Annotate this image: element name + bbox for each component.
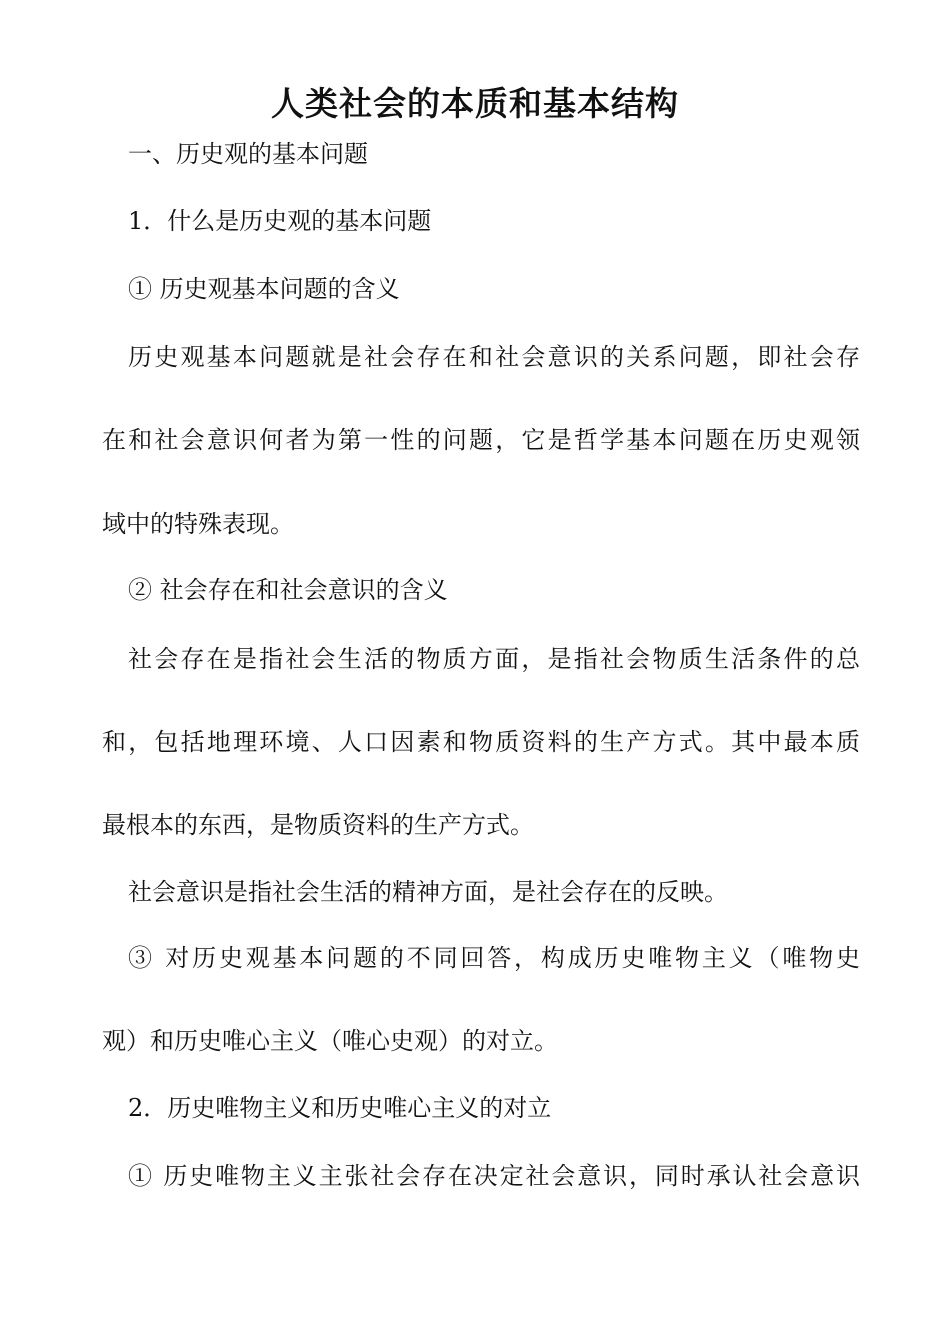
item-heading: ② 社会存在和社会意识的含义	[128, 576, 448, 604]
paragraph-line: 社会存在是指社会生活的物质方面，是指社会物质生活条件的总	[128, 645, 860, 673]
paragraph-line: ③ 对历史观基本问题的不同回答，构成历史唯物主义（唯物史	[128, 944, 860, 972]
paragraph-line: 社会意识是指社会生活的精神方面，是社会存在的反映。	[128, 878, 728, 906]
paragraph-line: 历史观基本问题就是社会存在和社会意识的关系问题，即社会存	[128, 343, 860, 371]
item-heading: ① 历史观基本问题的含义	[128, 275, 400, 303]
subsection-heading: 2．历史唯物主义和历史唯心主义的对立	[128, 1094, 552, 1122]
document-title: 人类社会的本质和基本结构	[271, 84, 679, 123]
section-heading: 一、历史观的基本问题	[128, 140, 368, 168]
paragraph-line: 观）和历史唯心主义（唯心史观）的对立。	[102, 1027, 558, 1055]
subsection-heading: 1．什么是历史观的基本问题	[128, 207, 432, 235]
paragraph-line: 在和社会意识何者为第一性的问题，它是哲学基本问题在历史观领	[102, 426, 860, 454]
paragraph-line: 和，包括地理环境、人口因素和物质资料的生产方式。其中最本质	[102, 728, 860, 756]
paragraph-line: 域中的特殊表现。	[102, 510, 294, 538]
paragraph-line: ① 历史唯物主义主张社会存在决定社会意识，同时承认社会意识	[128, 1162, 860, 1190]
paragraph-line: 最根本的东西，是物质资料的生产方式。	[102, 811, 534, 839]
